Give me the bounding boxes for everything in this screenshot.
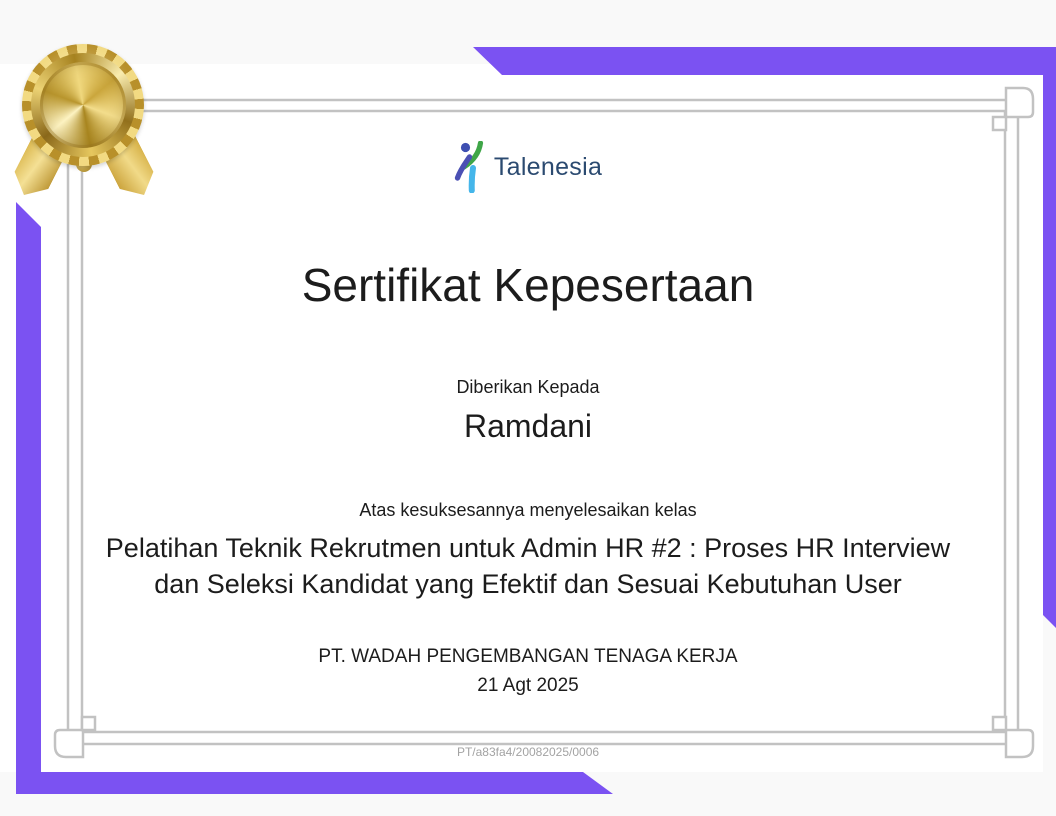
talenesia-logo-icon: [454, 141, 484, 193]
given-to-label: Diberikan Kepada: [456, 377, 600, 397]
certificate-number: PT/a83fa4/20082025/0006: [456, 745, 600, 759]
corner-ornament-top-right: [993, 88, 1033, 130]
issue-date: 21 Agt 2025: [477, 675, 579, 696]
recipient-name: Ramdani: [463, 408, 593, 444]
certificate-title: Sertifikat Kepesertaan: [301, 259, 755, 311]
brand-name: Talenesia: [493, 152, 603, 181]
organization-name: PT. WADAH PENGEMBANGAN TENAGA KERJA: [318, 646, 738, 667]
course-title: Pelatihan Teknik Rekrutmen untuk Admin HR #2 : Proses HR Interview dan Seleksi Kandidat yang Efektif dan Sesuai Kebutuhan User: [105, 533, 951, 599]
completion-label: Atas kesuksesannya menyelesaikan kelas: [359, 500, 697, 520]
talenesia-logo: [0, 139, 1056, 195]
medal-face: [40, 62, 126, 148]
